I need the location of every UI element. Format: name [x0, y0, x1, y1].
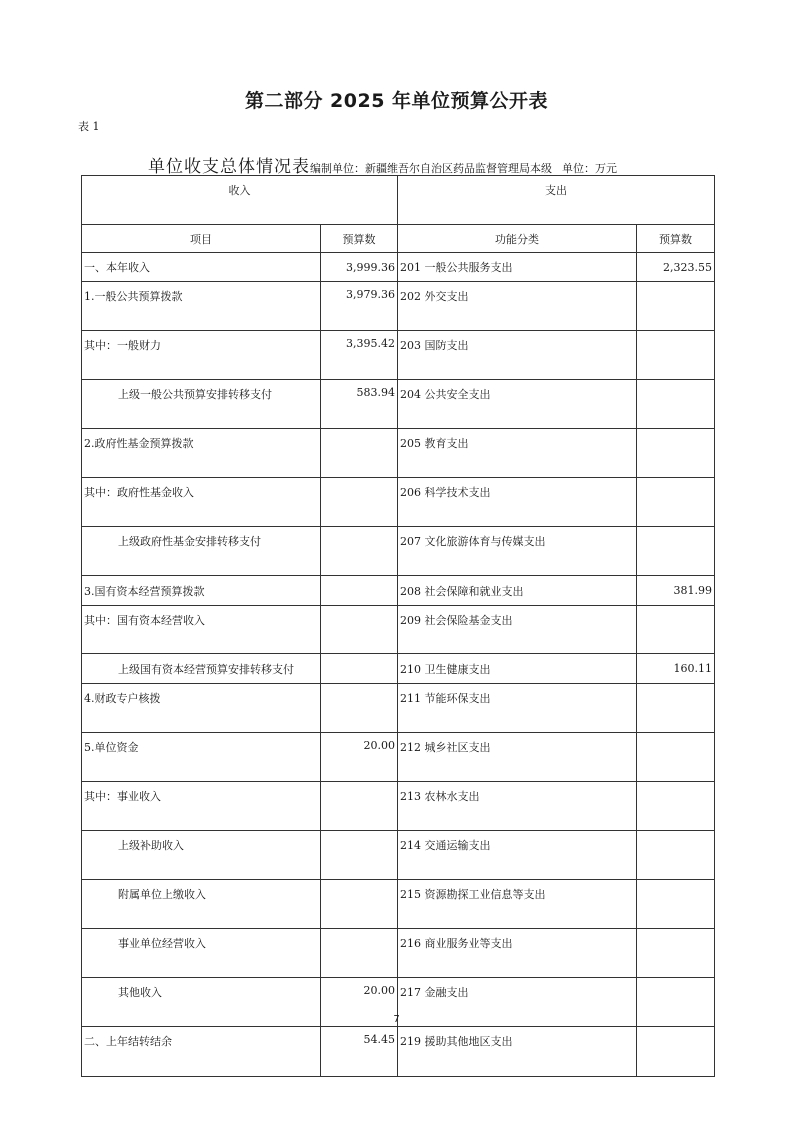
expenditure-function-cell: 206 科学技术支出: [398, 478, 637, 527]
table-title: 单位收支总体情况表: [148, 157, 310, 177]
table-caption: [148, 152, 617, 177]
expenditure-function-cell: 201 一般公共服务支出: [398, 253, 637, 282]
header-income: 收入: [82, 176, 398, 225]
expenditure-function-cell: 217 金融支出: [398, 978, 637, 1027]
expenditure-function-cell: 214 交通运输支出: [398, 831, 637, 880]
expenditure-amount-cell: [637, 282, 715, 331]
income-item-cell: 上级补助收入: [82, 831, 321, 880]
expenditure-function-cell: 216 商业服务业等支出: [398, 929, 637, 978]
table-row: [82, 1027, 715, 1077]
table-row: [82, 831, 715, 880]
expenditure-function-cell: 210 卫生健康支出: [398, 654, 637, 684]
income-amount-cell: 20.00: [321, 978, 398, 1027]
header-row-main: [82, 176, 715, 225]
table-row: [82, 606, 715, 654]
income-item-cell: 其中：国有资本经营收入: [82, 606, 321, 654]
expenditure-function-cell: 202 外交支出: [398, 282, 637, 331]
income-item-cell: 其中：一般财力: [82, 331, 321, 380]
header-row-sub: [82, 225, 715, 253]
income-item-cell: 附属单位上缴收入: [82, 880, 321, 929]
table-row: [82, 527, 715, 576]
expenditure-amount-cell: [637, 331, 715, 380]
table-row: [82, 331, 715, 380]
expenditure-amount-cell: [637, 684, 715, 733]
expenditure-amount-cell: [637, 527, 715, 576]
income-item-cell: 一、本年收入: [82, 253, 321, 282]
expenditure-amount-cell: [637, 380, 715, 429]
income-amount-cell: 54.45: [321, 1027, 398, 1077]
income-amount-cell: [321, 478, 398, 527]
expenditure-function-cell: 215 资源勘探工业信息等支出: [398, 880, 637, 929]
expenditure-function-cell: 213 农林水支出: [398, 782, 637, 831]
income-amount-cell: [321, 782, 398, 831]
expenditure-amount-cell: 381.99: [637, 576, 715, 606]
table-row: [82, 733, 715, 782]
income-amount-cell: 3,979.36: [321, 282, 398, 331]
income-item-cell: 3.国有资本经营预算拨款: [82, 576, 321, 606]
income-amount-cell: [321, 606, 398, 654]
expenditure-amount-cell: 160.11: [637, 654, 715, 684]
budget-table: [81, 175, 715, 1077]
expenditure-function-cell: 204 公共安全支出: [398, 380, 637, 429]
income-amount-cell: [321, 929, 398, 978]
expenditure-function-cell: 208 社会保障和就业支出: [398, 576, 637, 606]
table-row: [82, 478, 715, 527]
expenditure-amount-cell: [637, 1027, 715, 1077]
income-amount-cell: [321, 576, 398, 606]
header-budget-expenditure: 预算数: [637, 225, 715, 253]
income-amount-cell: 3,395.42: [321, 331, 398, 380]
table-row: [82, 576, 715, 606]
table-row: [82, 282, 715, 331]
income-amount-cell: 583.94: [321, 380, 398, 429]
expenditure-function-cell: 205 教育支出: [398, 429, 637, 478]
income-item-cell: 其他收入: [82, 978, 321, 1027]
expenditure-amount-cell: [637, 478, 715, 527]
expenditure-function-cell: 207 文化旅游体育与传媒支出: [398, 527, 637, 576]
income-item-cell: 2.政府性基金预算拨款: [82, 429, 321, 478]
income-item-cell: 上级政府性基金安排转移支付: [82, 527, 321, 576]
table-row: [82, 654, 715, 684]
income-amount-cell: 20.00: [321, 733, 398, 782]
table-row: [82, 782, 715, 831]
table-row: [82, 929, 715, 978]
page-number: 7: [393, 1014, 400, 1025]
compiler-label: 编制单位：新疆维吾尔自治区药品监督管理局本级: [310, 162, 552, 175]
table-row: [82, 253, 715, 282]
header-item: 项目: [82, 225, 321, 253]
income-item-cell: 其中：政府性基金收入: [82, 478, 321, 527]
expenditure-amount-cell: [637, 606, 715, 654]
unit-label: 单位：万元: [562, 162, 617, 175]
income-amount-cell: [321, 880, 398, 929]
income-amount-cell: [321, 684, 398, 733]
income-amount-cell: [321, 527, 398, 576]
income-item-cell: 上级国有资本经营预算安排转移支付: [82, 654, 321, 684]
income-item-cell: 事业单位经营收入: [82, 929, 321, 978]
expenditure-function-cell: 212 城乡社区支出: [398, 733, 637, 782]
income-item-cell: 4.财政专户核拨: [82, 684, 321, 733]
income-amount-cell: [321, 831, 398, 880]
table-row: [82, 880, 715, 929]
income-item-cell: 5.单位资金: [82, 733, 321, 782]
income-item-cell: 其中：事业收入: [82, 782, 321, 831]
page-title: 第二部分 2025 年单位预算公开表: [244, 90, 549, 112]
expenditure-amount-cell: [637, 880, 715, 929]
expenditure-function-cell: 211 节能环保支出: [398, 684, 637, 733]
income-amount-cell: [321, 654, 398, 684]
expenditure-amount-cell: [637, 782, 715, 831]
expenditure-amount-cell: [637, 831, 715, 880]
expenditure-amount-cell: [637, 733, 715, 782]
table-row: [82, 380, 715, 429]
expenditure-amount-cell: [637, 429, 715, 478]
table-row: [82, 684, 715, 733]
table-row: [82, 429, 715, 478]
income-item-cell: 二、上年结转结余: [82, 1027, 321, 1077]
income-amount-cell: [321, 429, 398, 478]
income-item-cell: 1.一般公共预算拨款: [82, 282, 321, 331]
expenditure-function-cell: 209 社会保险基金支出: [398, 606, 637, 654]
expenditure-amount-cell: 2,323.55: [637, 253, 715, 282]
income-amount-cell: 3,999.36: [321, 253, 398, 282]
expenditure-function-cell: 203 国防支出: [398, 331, 637, 380]
income-item-cell: 上级一般公共预算安排转移支付: [82, 380, 321, 429]
expenditure-amount-cell: [637, 929, 715, 978]
header-function-class: 功能分类: [398, 225, 637, 253]
table-number: 表 1: [78, 120, 100, 133]
expenditure-function-cell: 219 援助其他地区支出: [398, 1027, 637, 1077]
header-expenditure: 支出: [398, 176, 715, 225]
header-budget-income: 预算数: [321, 225, 398, 253]
